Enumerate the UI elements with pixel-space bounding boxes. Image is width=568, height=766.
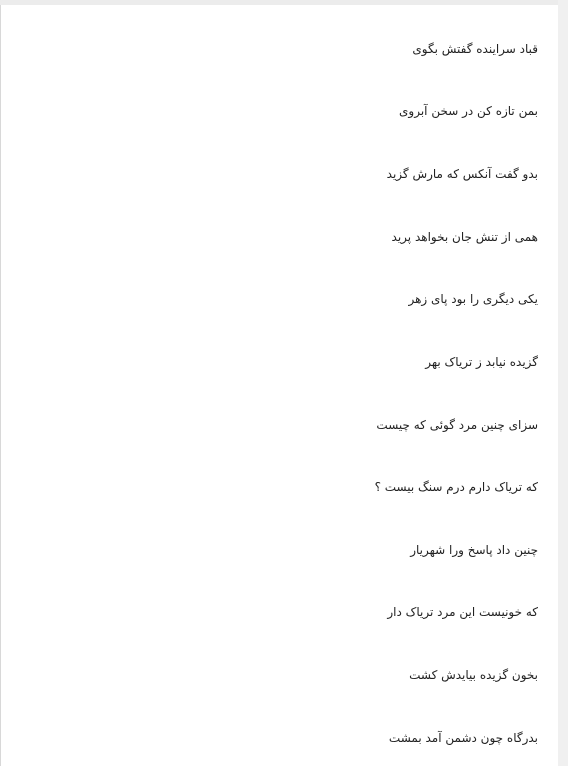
verse-line: همی از تنش جان بخواهد پرید	[391, 230, 538, 244]
verse-line: گزیده نیابد ز تریاک بهر	[425, 355, 538, 369]
verse-line: یکی دیگری را بود پای زهر	[408, 292, 538, 306]
verse-line: بدرگاه چون دشمن آمد بمشت	[388, 731, 538, 745]
verse-line: بخون گزیده بیایدش کشت	[409, 668, 538, 682]
verse-line: چنین داد پاسخ ورا شهریار	[410, 543, 538, 557]
verse-line: بدو گفت آنکس که مارش گزید	[386, 167, 538, 181]
verse-line: قباد سراینده گفتش بگوی	[412, 42, 538, 56]
verse-line: که تریاک دارم درم سنگ بیست ؟	[374, 480, 538, 494]
vertical-scrollbar[interactable]	[558, 0, 568, 766]
verse-line: سزای چنین مرد گوئی که چیست	[376, 418, 538, 432]
verse-line: بمن تازه کن در سخن آبروی	[399, 104, 538, 118]
document-page	[0, 5, 558, 766]
verse-line: که خونیست این مرد تریاک دار	[387, 605, 538, 619]
